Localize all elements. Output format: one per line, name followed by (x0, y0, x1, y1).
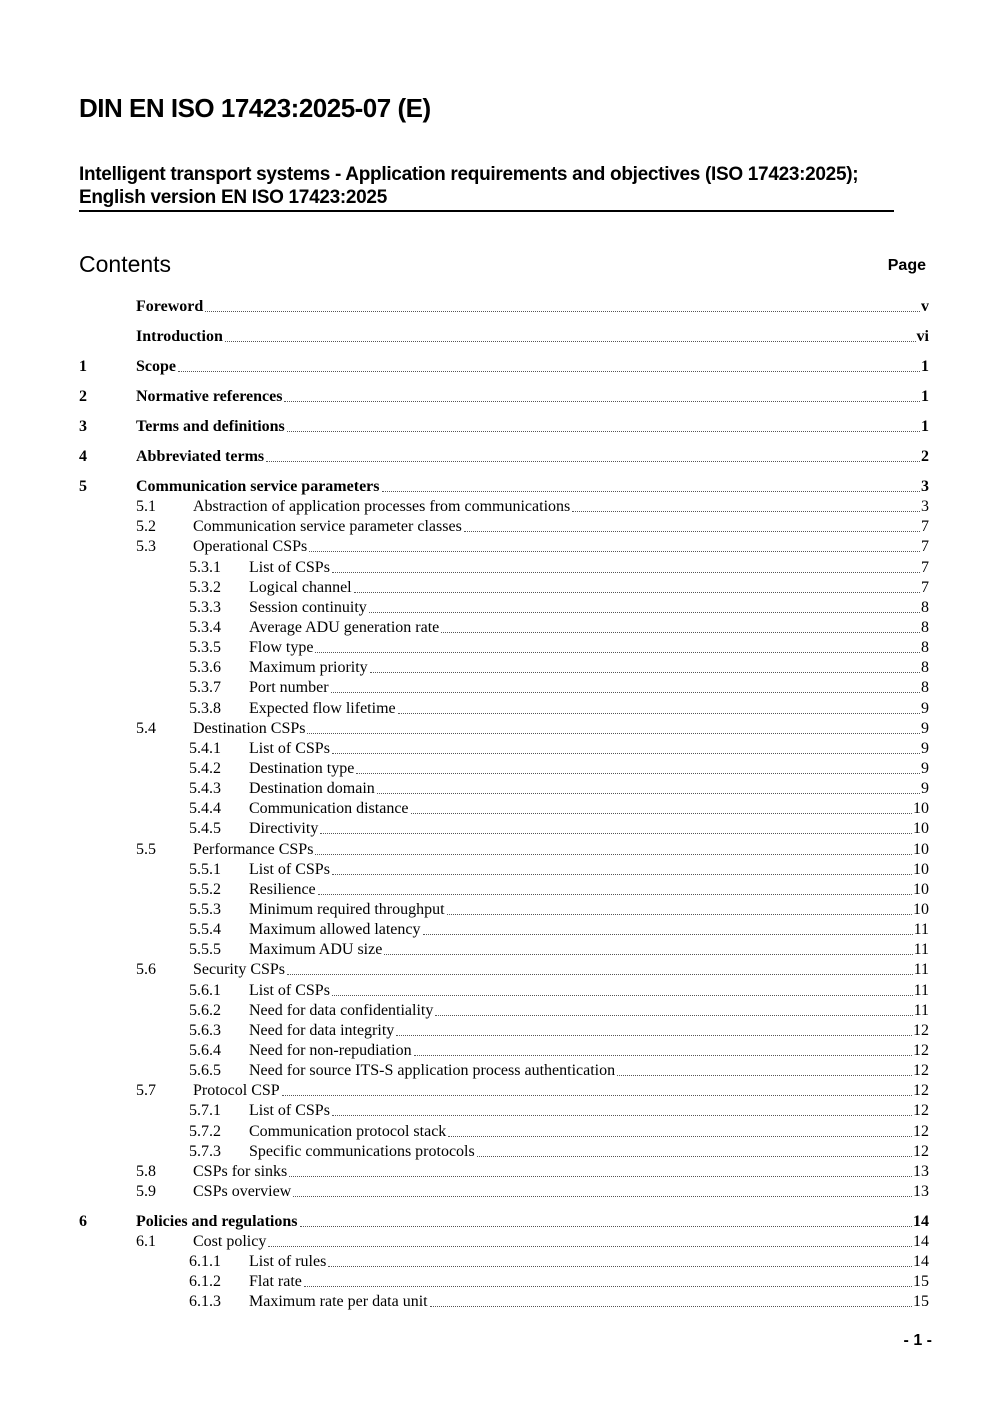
toc-entry-number: 5.3.4 (189, 618, 221, 636)
toc-entry[interactable] (79, 658, 929, 678)
toc-entry-title: Communication service parameter classes (193, 518, 462, 536)
toc-entry-page: 11 (913, 1001, 929, 1019)
toc-leader-dots (398, 713, 920, 714)
toc-entry[interactable] (79, 739, 929, 759)
toc-leader-dots (205, 311, 920, 312)
toc-entry-number: 5 (79, 478, 87, 495)
toc-entry-title: Destination type (249, 759, 355, 777)
toc-leader-dots (315, 652, 920, 653)
toc-leader-dots (331, 692, 920, 693)
toc-entry-page: 14 (913, 1233, 929, 1251)
toc-entry[interactable] (79, 377, 929, 407)
toc-entry-page: 10 (913, 900, 929, 918)
toc-entry-number: 6.1.1 (189, 1253, 221, 1271)
toc-leader-dots (356, 773, 920, 774)
toc-entry[interactable] (79, 557, 929, 577)
toc-entry-number: 5.3 (136, 538, 156, 556)
toc-entry[interactable] (79, 1142, 929, 1162)
page-number: - 1 - (903, 1332, 932, 1349)
document-id: DIN EN ISO 17423:2025-07 (E) (79, 93, 431, 123)
toc-entry[interactable] (79, 1001, 929, 1021)
toc-leader-dots (411, 813, 912, 814)
toc-entry-page: 1 (921, 358, 929, 375)
toc-entry[interactable] (79, 578, 929, 598)
toc-entry-page: 13 (913, 1182, 929, 1200)
toc-leader-dots (307, 733, 920, 734)
toc-leader-dots (268, 1246, 912, 1247)
toc-entry-page: 7 (921, 538, 929, 556)
toc-entry-title: List of CSPs (249, 739, 330, 757)
toc-entry[interactable] (79, 407, 929, 437)
toc-entry-title: List of CSPs (249, 558, 330, 576)
toc-entry-page: 12 (913, 1102, 929, 1120)
toc-entry-title: Security CSPs (193, 961, 286, 979)
toc-entry-number: 5.3.6 (189, 659, 221, 677)
toc-entry-page: v (921, 298, 929, 315)
toc-entry-number: 5.4.2 (189, 759, 221, 777)
toc-entry-page: 10 (913, 860, 929, 878)
toc-entry-page: 10 (913, 840, 929, 858)
toc-entry-page: 12 (913, 1041, 929, 1059)
toc-entry[interactable] (79, 1021, 929, 1041)
toc-leader-dots (369, 612, 920, 613)
toc-entry-number: 5.4 (136, 719, 156, 737)
toc-entry-title: Protocol CSP (193, 1082, 280, 1100)
toc-entry-page: 15 (913, 1273, 929, 1291)
toc-leader-dots (448, 1136, 912, 1137)
toc-entry-page: 9 (921, 739, 929, 757)
toc-entry[interactable] (79, 1121, 929, 1141)
toc-entry-number: 5.3.1 (189, 558, 221, 576)
toc-entry-number: 6.1.2 (189, 1273, 221, 1291)
toc-entry-number: 6 (79, 1212, 87, 1230)
toc-entry-page: 1 (921, 418, 929, 435)
toc-entry-title: Expected flow lifetime (249, 699, 396, 717)
toc-entry-number: 5.4.3 (189, 780, 221, 798)
toc-leader-dots (377, 793, 920, 794)
toc-entry[interactable] (79, 1061, 929, 1081)
toc-leader-dots (328, 1266, 912, 1267)
toc-entry-number: 5.3.5 (189, 639, 221, 657)
toc-entry-number: 5.5.4 (189, 921, 221, 939)
toc-entry-page: 1 (921, 388, 929, 405)
toc-entry-number: 5.6.2 (189, 1001, 221, 1019)
toc-entry-page: 3 (921, 498, 929, 516)
toc-entry-title: Foreword (136, 298, 204, 315)
toc-entry-number: 5.1 (136, 498, 156, 516)
toc-leader-dots (318, 894, 912, 895)
toc-entry[interactable] (79, 347, 929, 377)
toc-entry-number: 5.9 (136, 1182, 156, 1200)
toc-entry-title: Logical channel (249, 578, 352, 596)
toc-entry-number: 5.4.4 (189, 800, 221, 818)
toc-entry-number: 6.1 (136, 1233, 156, 1251)
toc-entry-number: 5.6.1 (189, 981, 221, 999)
toc-entry-title: Destination domain (249, 780, 375, 798)
title-divider (79, 210, 894, 212)
toc-entry-page: 14 (913, 1253, 929, 1271)
toc-entry[interactable] (79, 839, 929, 859)
toc-leader-dots (304, 1286, 912, 1287)
toc-leader-dots (384, 954, 912, 955)
toc-entry-title: Introduction (136, 328, 223, 345)
toc-entry-title: Need for source ITS-S application process authentication (249, 1062, 616, 1080)
document-subtitle: Intelligent transport systems - Application requirements and objectives (ISO 17423:2025); English version EN ISO 17423:2025 (79, 164, 859, 208)
toc-entry[interactable] (79, 900, 929, 920)
toc-entry-number: 5.5.3 (189, 900, 221, 918)
toc-entry-page: 10 (913, 880, 929, 898)
toc-entry[interactable] (79, 1272, 929, 1292)
toc-entry-page: 7 (921, 518, 929, 536)
toc-entry-page: 11 (913, 981, 929, 999)
toc-entry-title: List of rules (249, 1253, 327, 1271)
toc-entry-page: 9 (921, 699, 929, 717)
toc-leader-dots (332, 874, 912, 875)
toc-entry-page: 11 (913, 941, 929, 959)
toc-entry-title: Normative references (136, 388, 283, 405)
toc-entry-title: Average ADU generation rate (249, 618, 440, 636)
toc-leader-dots (370, 672, 920, 673)
toc-entry-page: 10 (913, 800, 929, 818)
toc-entry-page: 8 (921, 639, 929, 657)
toc-entry[interactable] (79, 1081, 929, 1101)
toc-entry-title: Maximum rate per data unit (249, 1293, 428, 1311)
toc-entry-title: Communication service parameters (136, 478, 380, 495)
toc-entry[interactable] (79, 920, 929, 940)
toc-entry-page: 9 (921, 719, 929, 737)
toc-entry[interactable] (79, 719, 929, 739)
toc-entry-title: Directivity (249, 820, 319, 838)
toc-entry-number: 1 (79, 358, 87, 375)
toc-entry-number: 5.6 (136, 961, 156, 979)
toc-entry[interactable] (79, 618, 929, 638)
toc-entry[interactable] (79, 1202, 929, 1232)
toc-leader-dots (423, 934, 913, 935)
toc-entry-page: 8 (921, 679, 929, 697)
toc-leader-dots (293, 1196, 912, 1197)
toc-entry-number: 5.5.2 (189, 880, 221, 898)
toc-entry-title: Flat rate (249, 1273, 302, 1291)
toc-entry-page: 9 (921, 780, 929, 798)
toc-entry[interactable] (79, 678, 929, 698)
toc-leader-dots (282, 1095, 912, 1096)
toc-entry-title: Need for non-repudiation (249, 1041, 412, 1059)
toc-leader-dots (332, 753, 920, 754)
toc-entry-title: Policies and regulations (136, 1212, 298, 1230)
contents-heading: Contents (79, 251, 172, 277)
toc-entry[interactable] (79, 1252, 929, 1272)
toc-leader-dots (477, 1156, 912, 1157)
toc-entry-title: Need for data confidentiality (249, 1001, 434, 1019)
toc-entry-title: Terms and definitions (136, 418, 285, 435)
toc-entry[interactable] (79, 598, 929, 618)
toc-entry[interactable] (79, 437, 929, 467)
toc-entry-number: 5.8 (136, 1162, 156, 1180)
toc-entry[interactable] (79, 799, 929, 819)
toc-entry-title: Flow type (249, 639, 314, 657)
toc-leader-dots (300, 1226, 913, 1227)
toc-entry-number: 5.5.1 (189, 860, 221, 878)
toc-leader-dots (572, 511, 920, 512)
toc-entry-page: 13 (913, 1162, 929, 1180)
toc-entry-page: 7 (921, 578, 929, 596)
toc-entry-title: Maximum allowed latency (249, 921, 421, 939)
toc-entry-page: 12 (913, 1062, 929, 1080)
toc-entry-number: 5.7.2 (189, 1122, 221, 1140)
toc-leader-dots (441, 632, 920, 633)
toc-entry[interactable] (79, 940, 929, 960)
toc-entry-page: 9 (921, 759, 929, 777)
toc-entry[interactable] (79, 860, 929, 880)
toc-entry-page: 2 (921, 448, 929, 465)
toc-leader-dots (414, 1055, 912, 1056)
toc-entry-number: 5.6.4 (189, 1041, 221, 1059)
toc-entry[interactable] (79, 537, 929, 557)
toc-leader-dots (332, 1115, 912, 1116)
page-column-heading: Page (887, 257, 926, 274)
toc-leader-dots (178, 371, 920, 372)
toc-entry-title: Communication distance (249, 800, 409, 818)
toc-entry-number: 2 (79, 388, 87, 405)
toc-entry-title: Specific communications protocols (249, 1142, 475, 1160)
toc-leader-dots (287, 974, 913, 975)
toc-leader-dots (430, 1306, 912, 1307)
toc-entry[interactable] (79, 1232, 929, 1252)
toc-entry-page: 14 (913, 1212, 929, 1230)
toc-entry[interactable] (79, 779, 929, 799)
toc-leader-dots (382, 491, 921, 492)
toc-entry-number: 5.6.3 (189, 1021, 221, 1039)
toc-entry-page: 8 (921, 598, 929, 616)
toc-leader-dots (447, 914, 912, 915)
toc-leader-dots (354, 592, 920, 593)
toc-entry-title: Maximum ADU size (249, 941, 383, 959)
toc-entry-number: 5.5 (136, 840, 156, 858)
toc-entry-number: 6.1.3 (189, 1293, 221, 1311)
toc-entry-page: 12 (913, 1142, 929, 1160)
toc-entry-page: 12 (913, 1082, 929, 1100)
toc-entry-title: Destination CSPs (193, 719, 306, 737)
toc-entry-title: Communication protocol stack (249, 1122, 447, 1140)
toc-entry-title: Cost policy (193, 1233, 267, 1251)
toc-entry-page: 10 (913, 820, 929, 838)
toc-entry[interactable] (79, 287, 929, 317)
toc-entry-title: CSPs overview (193, 1182, 292, 1200)
toc-entry[interactable] (79, 960, 929, 980)
toc-entry[interactable] (79, 880, 929, 900)
toc-entry-page: 11 (913, 921, 929, 939)
toc-entry-page: 12 (913, 1021, 929, 1039)
toc-leader-dots (435, 1015, 912, 1016)
toc-entry-title: Operational CSPs (193, 538, 308, 556)
toc-entry-title: Session continuity (249, 598, 367, 616)
toc-entry-title: List of CSPs (249, 860, 330, 878)
toc-entry-title: Resilience (249, 880, 316, 898)
toc-entry-number: 5.6.5 (189, 1062, 221, 1080)
toc-entry-page: 3 (921, 478, 929, 495)
toc-entry-page: 7 (921, 558, 929, 576)
toc-entry[interactable] (79, 698, 929, 718)
toc-entry-title: Need for data integrity (249, 1021, 395, 1039)
toc-entry-title: CSPs for sinks (193, 1162, 288, 1180)
toc-entry-number: 4 (79, 448, 87, 465)
toc-entry-title: Performance CSPs (193, 840, 314, 858)
toc-entry-page: 8 (921, 659, 929, 677)
toc-entry-title: Port number (249, 679, 329, 697)
toc-entry-page: 8 (921, 618, 929, 636)
toc-entry-number: 3 (79, 418, 87, 435)
toc-entry-page: 11 (913, 961, 929, 979)
toc-entry[interactable] (79, 1041, 929, 1061)
toc-entry[interactable] (79, 497, 929, 517)
toc-leader-dots (225, 341, 916, 342)
toc-entry-number: 5.7 (136, 1082, 156, 1100)
toc-entry-title: Abstraction of application processes from communications (193, 498, 571, 516)
toc-entry-number: 5.3.8 (189, 699, 221, 717)
toc-entry[interactable] (79, 638, 929, 658)
toc-entry[interactable] (79, 1162, 929, 1182)
toc-entry[interactable] (79, 1101, 929, 1121)
toc-entry[interactable] (79, 467, 929, 497)
toc-leader-dots (320, 833, 912, 834)
toc-leader-dots (332, 995, 913, 996)
table-of-contents (79, 287, 929, 1312)
toc-entry-page: 12 (913, 1122, 929, 1140)
toc-leader-dots (396, 1035, 912, 1036)
toc-entry-title: Minimum required throughput (249, 900, 445, 918)
toc-entry-number: 5.2 (136, 518, 156, 536)
toc-entry-number: 5.3.7 (189, 679, 221, 697)
toc-leader-dots (289, 1176, 912, 1177)
toc-entry-title: List of CSPs (249, 1102, 330, 1120)
toc-leader-dots (266, 461, 920, 462)
toc-entry[interactable] (79, 517, 929, 537)
toc-entry-title: Abbreviated terms (136, 448, 265, 465)
toc-leader-dots (284, 401, 920, 402)
toc-entry-number: 5.3.2 (189, 578, 221, 596)
toc-entry-number: 5.7.1 (189, 1102, 221, 1120)
toc-entry-title: List of CSPs (249, 981, 330, 999)
toc-leader-dots (315, 854, 912, 855)
toc-entry-number: 5.5.5 (189, 941, 221, 959)
toc-entry[interactable] (79, 819, 929, 839)
toc-leader-dots (309, 551, 920, 552)
toc-leader-dots (287, 431, 920, 432)
toc-entry-title: Maximum priority (249, 659, 368, 677)
toc-leader-dots (617, 1075, 912, 1076)
toc-entry[interactable] (79, 759, 929, 779)
toc-entry-number: 5.3.3 (189, 598, 221, 616)
toc-entry[interactable] (79, 1292, 929, 1312)
toc-entry[interactable] (79, 317, 929, 347)
toc-entry[interactable] (79, 1182, 929, 1202)
toc-leader-dots (332, 572, 920, 573)
toc-entry-title: Scope (136, 358, 176, 375)
toc-leader-dots (464, 531, 920, 532)
toc-entry-number: 5.4.5 (189, 820, 221, 838)
toc-entry-number: 5.7.3 (189, 1142, 221, 1160)
toc-entry-page: 15 (913, 1293, 929, 1311)
toc-entry[interactable] (79, 980, 929, 1000)
toc-entry-number: 5.4.1 (189, 739, 221, 757)
toc-entry-page: vi (916, 328, 929, 345)
